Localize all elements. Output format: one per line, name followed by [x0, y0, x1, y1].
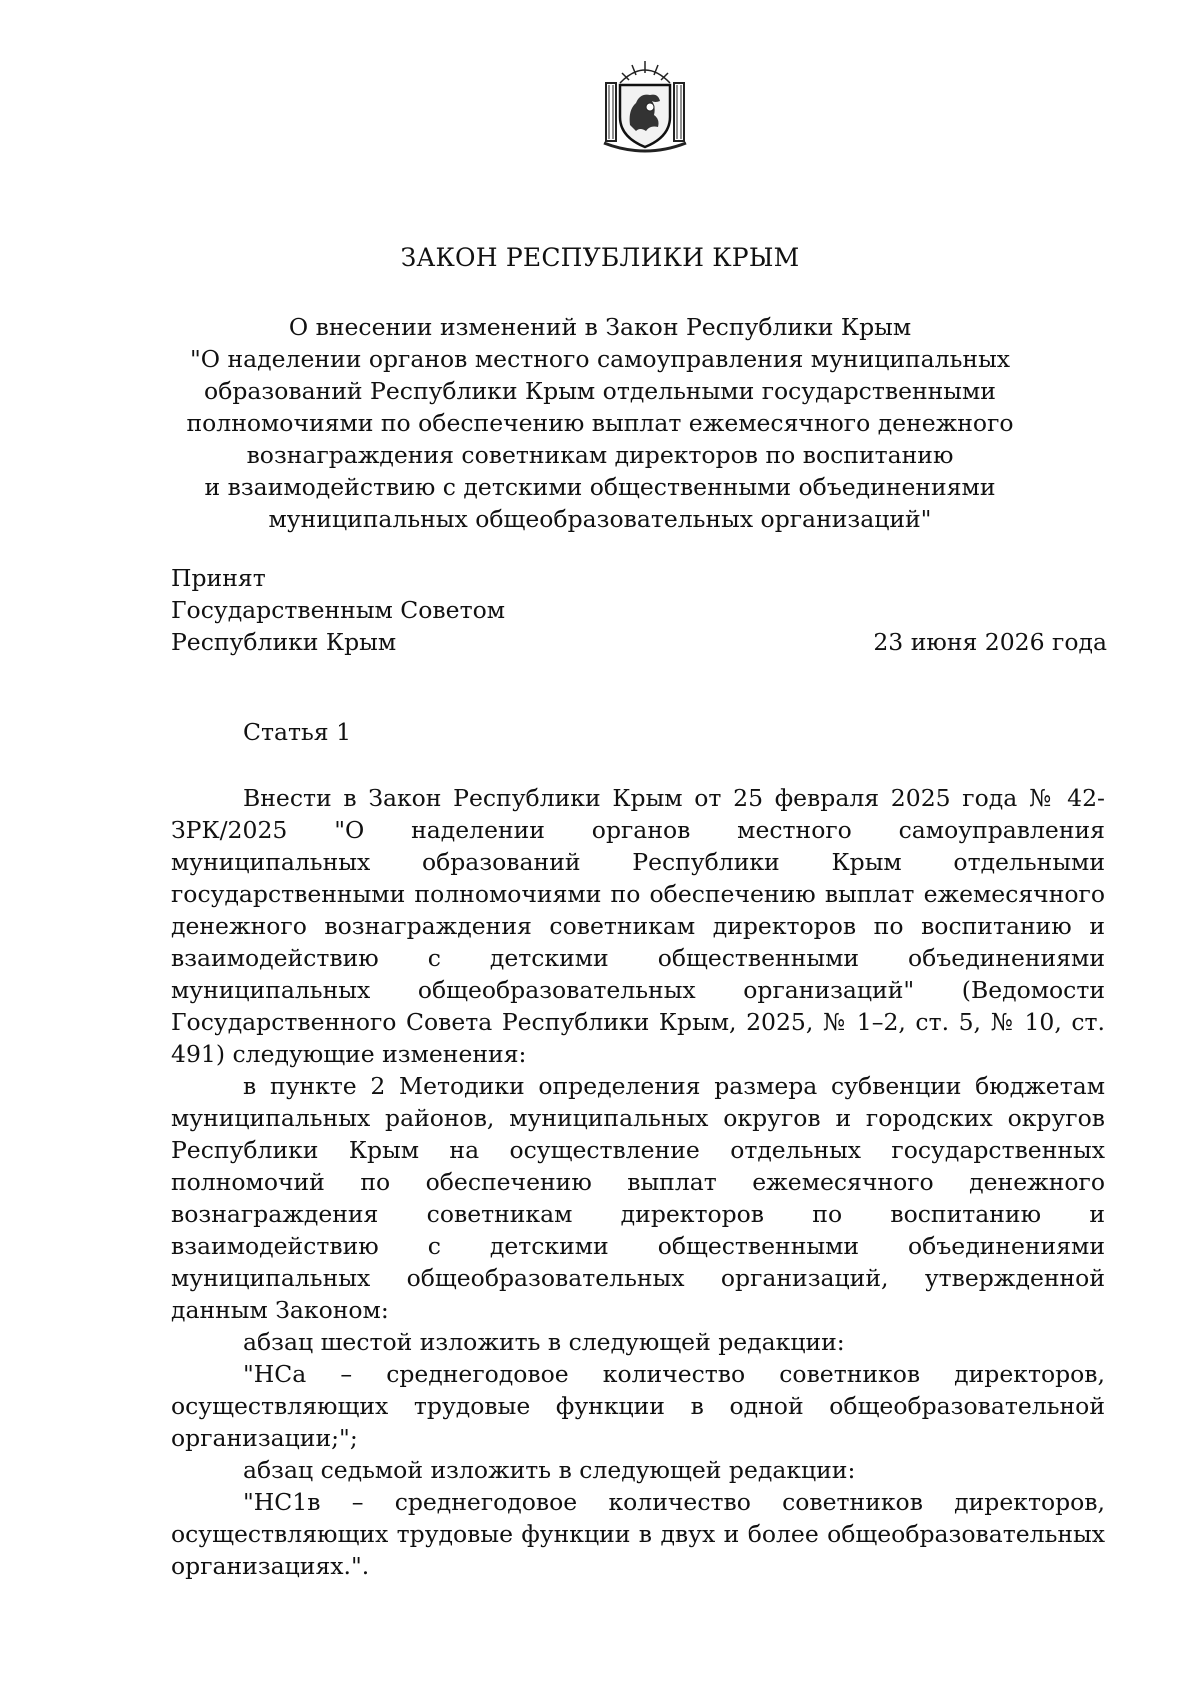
subtitle-line: полномочиями по обеспечению выплат ежемесячного денежного	[186, 409, 1014, 437]
document-title: ЗАКОН РЕСПУБЛИКИ КРЫМ	[400, 243, 800, 272]
adoption-block	[171, 562, 505, 658]
subtitle-line: муниципальных общеобразовательных организаций"	[268, 505, 932, 533]
subtitle-line: образований Республики Крым отдельными государственными	[204, 377, 996, 405]
adopted-label: Принят	[171, 564, 266, 592]
article-body	[171, 782, 1105, 1582]
subtitle-line: О внесении изменений в Закон Республики Крым	[288, 313, 912, 341]
subtitle-line: и взаимодействию с детскими общественными объединениями	[204, 473, 996, 501]
crimea-coat-of-arms-icon	[600, 55, 690, 155]
article-paragraph: абзац шестой изложить в следующей редакции:	[243, 1328, 845, 1356]
article-paragraph: в пункте 2 Методики определения размера субвенции бюджетам муниципальных районов, муниципальных округов и городских округов Республики Крым на осуществление отдельных государственных полномочий по обеспечению выплат ежемесячного денежного вознаграждения советникам директоров по воспитанию и взаимодействию с детскими общественными объединениями муниципальных общеобразовательных организаций, утвержденной данным Законом:	[171, 1072, 1105, 1324]
subtitle-line: "О наделении органов местного самоуправления муниципальных	[189, 345, 1011, 373]
adopting-body: Государственным Советом	[171, 596, 505, 624]
article-paragraph: "НСа – среднегодовое количество советников директоров, осуществляющих трудовые функции в одной общеобразовательной организации;";	[171, 1360, 1105, 1452]
article-paragraph: "НС1в – среднегодовое количество советников директоров, осуществляющих трудовые функции в двух и более общеобразовательных организациях.".	[171, 1488, 1105, 1580]
article-paragraph: Внести в Закон Республики Крым от 25 февраля 2025 года № 42-ЗРК/2025 "О наделении органов местного самоуправления муниципальных образований Республики Крым отдельными государственными полномочиями по обеспечению выплат ежемесячного денежного вознаграждения советникам директоров по воспитанию и взаимодействию с детскими общественными объединениями муниципальных общеобразовательных организаций" (Ведомости Государственного Совета Республики Крым, 2025, № 1–2, ст. 5, № 10, ст. 491) следующие изменения:	[171, 784, 1105, 1068]
article-paragraph: абзац седьмой изложить в следующей редакции:	[243, 1456, 856, 1484]
article-heading: Статья 1	[243, 718, 352, 746]
law-subtitle	[0, 311, 1200, 535]
adoption-date: 23 июня 2026 года	[873, 628, 1107, 656]
subtitle-line: вознаграждения советникам директоров по воспитанию	[246, 441, 954, 469]
adopting-body-region: Республики Крым	[171, 628, 397, 656]
